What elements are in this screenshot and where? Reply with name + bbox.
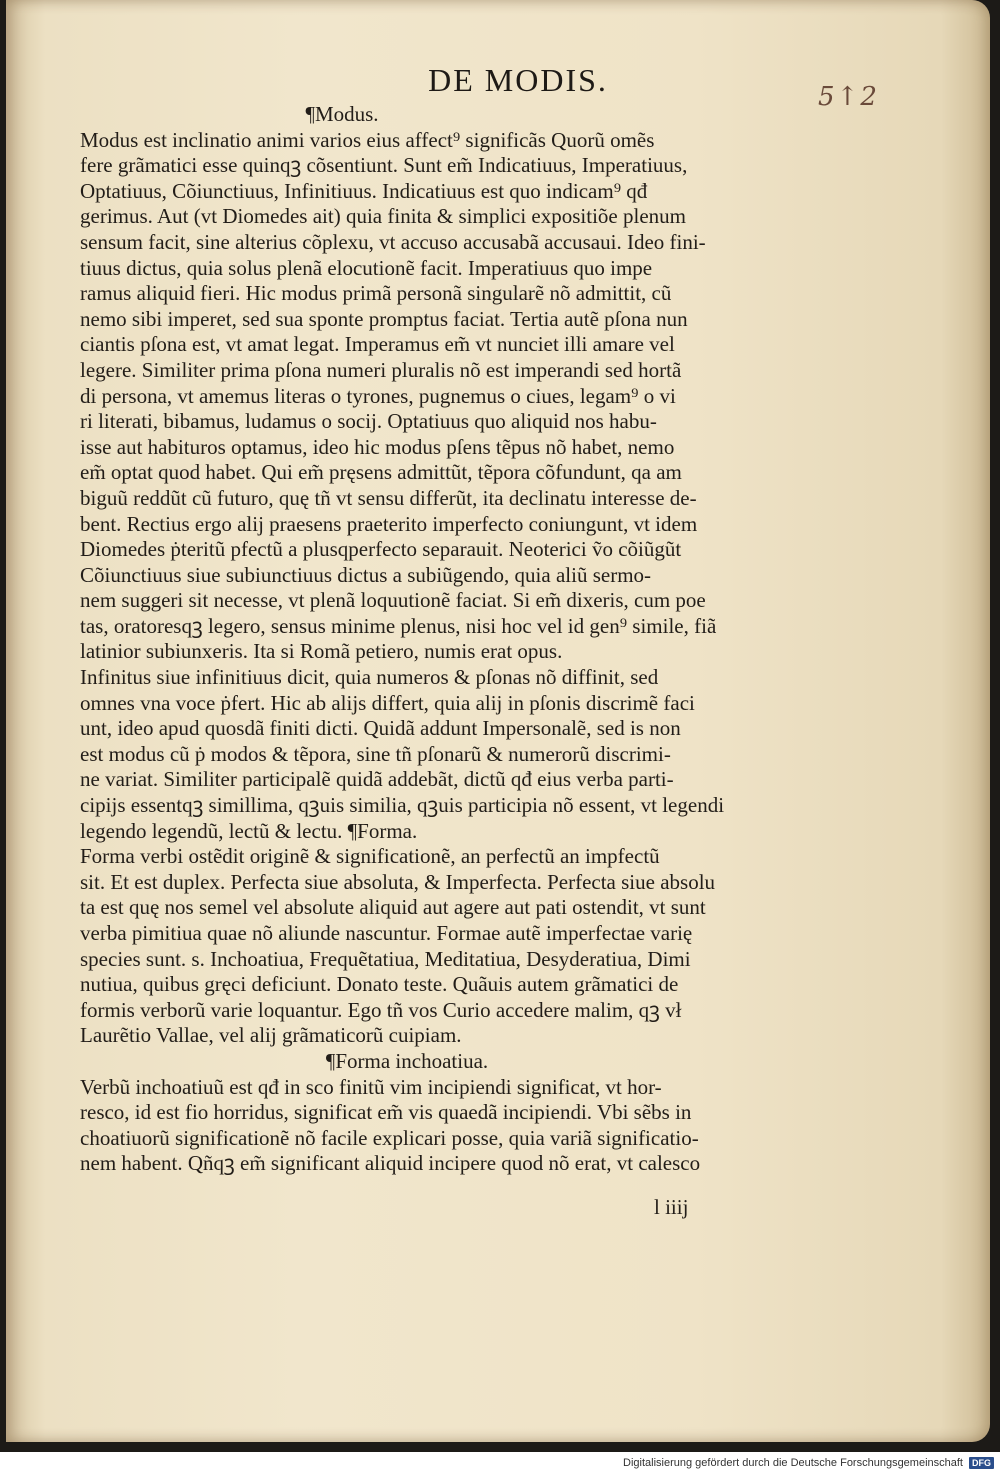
text-line: latinior subiunxeris. Ita si Romã petiero, numis erat opus.	[80, 639, 563, 664]
text-line: est modus cũ ṗ modos & tẽpora, sine tñ pſonarũ & numerorũ discrimi-	[80, 741, 671, 766]
dfg-logo-icon: DFG	[969, 1457, 994, 1469]
text-line: em̃ optat quod habet. Qui em̃ pręsens admittũt, tẽpora cõfundunt, qa am	[80, 460, 682, 485]
signature-mark: l iiij	[654, 1195, 689, 1219]
text-line: nemo sibi imperet, sed sua sponte promptus faciat. Tertia autẽ pſona nun	[80, 306, 688, 331]
section-heading-modus: ¶Modus.	[305, 102, 379, 126]
text-line: isse aut habituros optamus, ideo hic modus pſens tẽpus nõ habet, nemo	[80, 434, 675, 459]
text-line: Diomedes ṗteritũ pfectũ a plusqperfecto separauit. Neoterici ṽo cõiũgũt	[80, 537, 682, 562]
book-page	[6, 0, 990, 1442]
text-line: verba pimitiua quae nõ aliunde nascuntur. Formae autẽ imperfectae varię	[80, 921, 693, 945]
text-line: choatiuorũ significationẽ nõ facile explicari posse, quia variã significatio-	[80, 1125, 699, 1150]
text-line: Optatiuus, Cõiunctiuus, Infinitiuus. Indicatiuus est quo indicam⁹ qđ	[80, 178, 648, 203]
text-line: biguũ reddũt cũ futuro, quę tñ vt sensu differũt, ita declinatu interesse de-	[80, 485, 697, 510]
text-line: sensum facit, sine alterius cõplexu, vt accuso accusabã accusaui. Ideo fini-	[80, 229, 706, 254]
text-line: species sunt. s. Inchoatiua, Frequẽtatiua, Meditatiua, Desyderatiua, Dimi	[80, 946, 691, 971]
text-line: nem habent. Qñqꝫ em̃ significant aliquid incipere quod nõ erat, vt calesco	[80, 1151, 701, 1176]
text-line: legere. Similiter prima pſona numeri pluralis nõ est imperandi sed hortã	[80, 357, 682, 382]
text-line: Infinitus siue infinitiuus dicit, quia numeros & pſonas nõ diffinit, sed	[80, 665, 659, 690]
text-line: Cõiunctiuus siue subiunctiuus dictus a subiũgendo, quia aliũ sermo-	[80, 562, 652, 587]
section-heading-forma-inchoatiua: ¶Forma inchoatiua.	[325, 1048, 489, 1073]
text-line: ta est quę nos semel vel absolute aliquid aut agere aut pati ostendit, vt sunt	[80, 895, 706, 920]
text-line: di persona, vt amemus literas o tyrones, pugnemus o ciues, legam⁹ o vi	[80, 383, 676, 408]
text-line: tiuus dictus, quia solus plenã elocutionẽ facit. Imperatiuus quo impe	[80, 255, 653, 280]
text-line: Forma verbi ostẽdit originẽ & significationẽ, an perfectũ an impfectũ	[80, 844, 660, 869]
text-line: bent. Rectius ergo alij praesens praeterito imperfecto coniungunt, vt idem	[80, 511, 698, 536]
text-line: Verbũ inchoatiuũ est qđ in sco finitũ vim incipiendi significat, vt hor-	[80, 1074, 662, 1099]
text-line: ramus aliquid fieri. Hic modus primã personã singularẽ nõ admittit, cũ	[80, 281, 672, 306]
digitization-credit-bar	[600, 1454, 994, 1472]
text-line: Modus est inclinatio animi varios eius affect⁹ significãs Quorũ omẽs	[80, 127, 655, 152]
text-line: cipijs essentqꝫ simillima, qꝫuis similia, qꝫuis participia nõ essent, vt legendi	[80, 793, 725, 818]
digitization-credit: Digitalisierung gefördert durch die Deutsche Forschungsgemeinschaft	[623, 1457, 963, 1469]
text-line: sit. Et est duplex. Perfecta siue absoluta, & Imperfecta. Perfecta siue absolu	[80, 869, 716, 894]
text-block	[80, 102, 794, 1177]
running-head: DE MODIS.	[428, 62, 608, 98]
text-line: legendo legendũ, lectũ & lectu. ¶Forma.	[80, 818, 418, 843]
text-line: nem suggeri sit necesse, vt plenã loquutionẽ faciat. Si em̃ dixeris, cum poe	[80, 588, 706, 613]
text-line: gerimus. Aut (vt Diomedes ait) quia finita & simplici expositiõe plenum	[80, 204, 686, 229]
text-line: resco, id est fio horridus, significat em̃ vis quaedã incipiendi. Vbi sẽbs in	[80, 1100, 692, 1125]
text-line: ciantis pſona est, vt amat legat. Imperamus em̃ vt nunciet illi amare vel	[80, 332, 675, 357]
text-line: omnes vna voce ṗfert. Hic ab alijs differt, quia alij in pſonis discrimẽ faci	[80, 690, 695, 715]
text-line: unt, ideo apud quosdã finiti dicti. Quidã addunt Impersonalẽ, sed is non	[80, 716, 681, 741]
text-line: ne variat. Similiter participalẽ quidã addebãt, dictũ qđ eius verba parti-	[80, 767, 674, 792]
text-line: tas, oratoresqꝫ legero, sensus minime plenus, nisi hoc vel id gen⁹ simile, fiã	[80, 613, 717, 638]
text-line: ri literati, bibamus, ludamus o socij. Optatiuus quo aliquid nos habu-	[80, 409, 657, 434]
text-line: formis verborũ varie loquantur. Ego tñ vos Curio accedere malim, qꝫ vł	[80, 997, 682, 1022]
text-line: Laurẽtio Vallae, vel alij grãmaticorũ cuipiam.	[80, 1023, 462, 1048]
text-line: nutiua, quibus gręci deficiunt. Donato teste. Quãuis autem grãmatici de	[80, 972, 679, 997]
text-line: fere grãmatici esse quinqꝫ cõsentiunt. Sunt em̃ Indicatiuus, Imperatiuus,	[80, 153, 688, 178]
folio-annotation: 5↑2	[818, 82, 879, 112]
